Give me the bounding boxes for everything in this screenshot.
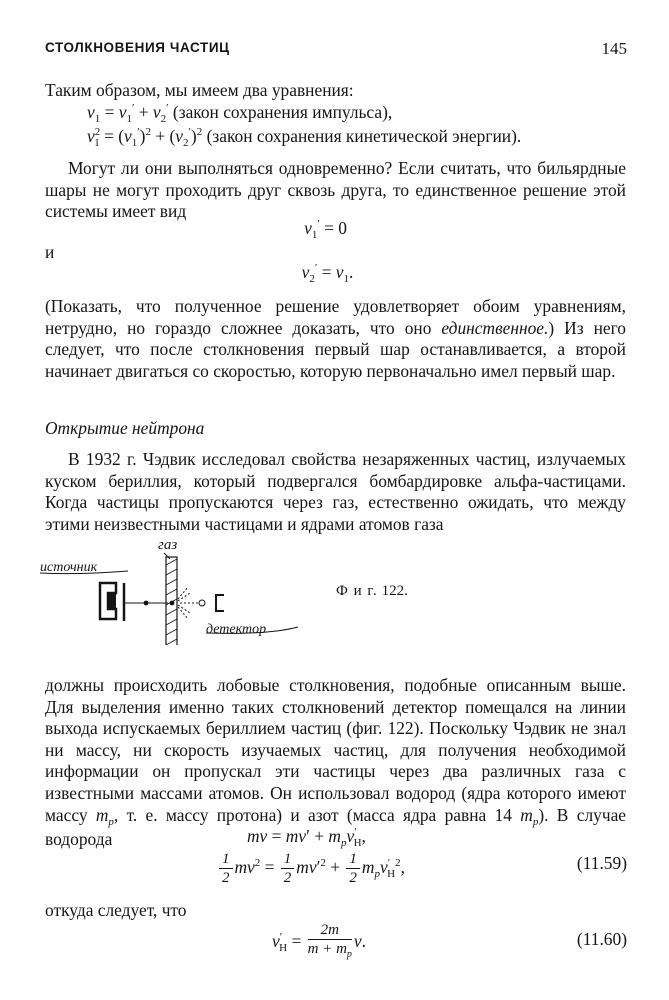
- energy-equation-comment: (закон сохранения кинетической энергии).: [206, 126, 522, 146]
- energy-equation: $v^2_1 = (v_1')^2 + (v_2')^2$ (закон сохранения кинетической энергии).: [87, 126, 522, 149]
- solution-equation-2: $v_2' = v_1$.: [301, 262, 354, 285]
- paragraph-3: В 1932 г. Чэдвик исследовал свойства незаряженных частиц, излучаемых куском бериллия, который подвергался бомбардировке альфа-частицами. Когда частицы пропускаются через газ, естественно ожидать, что между этими неизвестными частицами и ядрами атомов газа: [45, 449, 626, 534]
- whence-text: откуда следует, что: [45, 900, 187, 920]
- hydrogen-recoil-velocity-equation: $v'_H$ = $\frac{2m}{m + m_p}$ v.: [272, 922, 367, 960]
- paragraph-4: должны происходить лобовые столкновения, подобные описанным выше. Для выделения именно таких столкновений детектор помещался на линии выхода испускаемых бериллием частиц (фиг. 122). Поскольку Чэдвик не знал ни массу, ни скорость изучаемых частиц, для получения необходимой информации он пропускал эти частицы через два различных газа с известными массами атомов. Он использовал водород (ядра которого имеют массу $m_p$, т. е. массу протона) и азот (масса ядра равна 14 $m_p$). В случае водорода: [45, 675, 627, 850]
- figure-122-diagram: [38, 535, 328, 645]
- paragraph-1: Могут ли они выполняться одновременно? Если считать, что бильярдные шары не могут проходить друг сквозь друга, то единственное решение этой системы имеет вид: [45, 158, 626, 222]
- gas-cell: [166, 557, 177, 645]
- page-number: 145: [601, 39, 627, 58]
- paragraph-2: (Показать, что полученное решение удовлетворяет обоим уравнениям, нетрудно, но гораздо сложнее доказать, что оно единственное.) Из него следует, что после столкновения первый шар останавливается, а второй начинает двигаться со скоростью, которую первоначально имел первый шар.: [45, 296, 626, 381]
- intro-text: Таким образом, мы имеем два уравнения:: [45, 80, 354, 100]
- detector-label: детектор: [206, 622, 267, 637]
- hydrogen-momentum-equation: mv = $mv' + m_pv'_H$,: [247, 826, 366, 849]
- gas-label: газ: [158, 537, 178, 553]
- equation-number-11-60: (11.60): [576, 929, 627, 949]
- equation-number-11-59: (11.59): [576, 853, 627, 873]
- running-title: СТОЛКНОВЕНИЯ ЧАСТИЦ: [45, 40, 230, 55]
- figure-caption: Ф и г. 122.: [336, 583, 408, 599]
- detector: [216, 595, 224, 611]
- momentum-equation: $v_1 = v_1' + v_2'$ (закон сохранения импульса),: [87, 102, 393, 125]
- hydrogen-energy-equation: $\frac{1}{2}$ $mv^2$ = $\frac{1}{2}$ $mv'^2$ + $\frac{1}{2}$ $m_pv'_H^2$,: [217, 851, 405, 887]
- conjunction-and: и: [45, 242, 55, 262]
- beryllium-source: [100, 583, 124, 621]
- momentum-equation-comment: (закон сохранения импульса),: [172, 102, 393, 122]
- section-title: Открытие нейтрона: [45, 418, 205, 438]
- solution-equation-1: $v_1' = 0$: [304, 218, 347, 241]
- source-label: источник: [40, 560, 98, 575]
